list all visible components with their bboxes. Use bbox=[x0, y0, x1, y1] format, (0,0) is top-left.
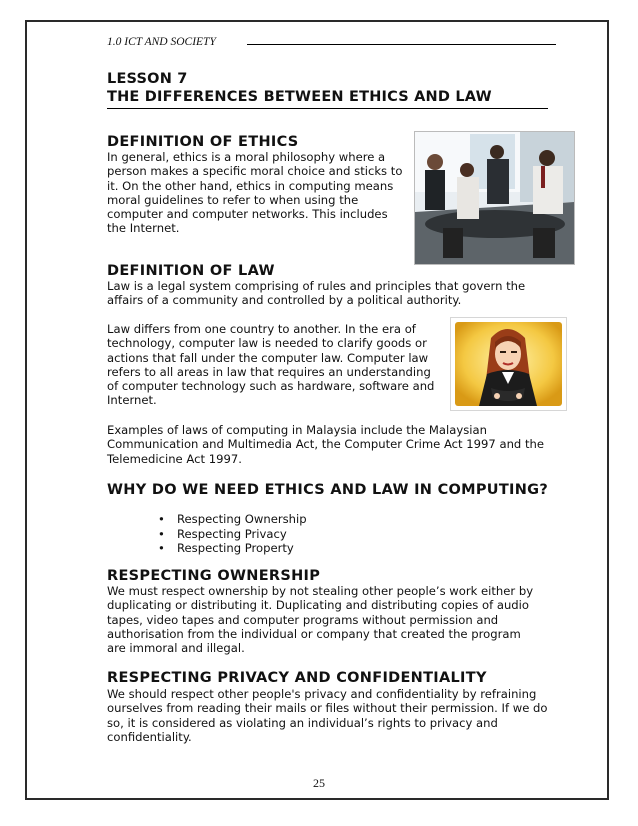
ownership-paragraph bbox=[107, 584, 533, 655]
running-header: 1.0 ICT AND SOCIETY bbox=[107, 36, 216, 48]
text-line: Examples of laws of computing in Malaysia include the Malaysian bbox=[107, 423, 487, 437]
list-item-label: Respecting Ownership bbox=[177, 512, 307, 526]
text-line: moral guidelines to refer to when using the bbox=[107, 192, 359, 207]
text-line: actions that fall under the computer law. Computer law bbox=[107, 350, 429, 365]
ethics-heading: DEFINITION OF ETHICS bbox=[107, 134, 299, 150]
lesson-title: THE DIFFERENCES BETWEEN ETHICS AND LAW bbox=[107, 89, 492, 105]
bullet-icon: • bbox=[158, 512, 165, 526]
header-rule bbox=[247, 44, 556, 45]
law-heading: DEFINITION OF LAW bbox=[107, 263, 275, 279]
text-line: it. On the other hand, ethics in computing means bbox=[107, 178, 394, 193]
ethics-paragraph bbox=[107, 150, 402, 236]
text-line: the Internet. bbox=[107, 221, 180, 236]
text-line: Internet. bbox=[107, 393, 157, 408]
text-line: confidentiality. bbox=[107, 729, 192, 744]
list-item bbox=[158, 527, 307, 542]
text-line: duplicating or distributing it. Duplicating and distributing copies of audio bbox=[107, 598, 529, 613]
lesson-number: LESSON 7 bbox=[107, 71, 188, 87]
list-item-label: Respecting Privacy bbox=[177, 526, 287, 541]
text-line: refers to all areas in law that requires an understanding bbox=[107, 364, 431, 379]
text-line: so, it is considered as violating an individual’s rights to privacy and bbox=[107, 715, 498, 730]
privacy-paragraph bbox=[107, 687, 548, 744]
text-line: We should respect other people's privacy and confidentiality by refraining bbox=[107, 687, 537, 701]
text-line: authorisation from the individual or company that created the program bbox=[107, 626, 521, 641]
text-line: Law is a legal system comprising of rules and principles that govern the bbox=[107, 279, 526, 293]
bullet-icon: • bbox=[158, 541, 165, 555]
page-number: 25 bbox=[313, 776, 325, 790]
why-heading: WHY DO WE NEED ETHICS AND LAW IN COMPUTING? bbox=[107, 482, 549, 498]
text-line: computer and computer networks. This includes bbox=[107, 207, 388, 222]
text-line: tapes, video tapes and computer programs without permission and bbox=[107, 612, 499, 627]
meeting-photo bbox=[414, 131, 575, 265]
text-line: Communication and Multimedia Act, the Computer Crime Act 1997 and the bbox=[107, 437, 544, 452]
judge-illustration bbox=[450, 317, 567, 411]
law-paragraph-1 bbox=[107, 279, 525, 308]
ownership-heading: RESPECTING OWNERSHIP bbox=[107, 568, 321, 584]
text-line: person makes a specific moral choice and sticks to bbox=[107, 164, 403, 179]
list-item-label: Respecting Property bbox=[177, 541, 294, 555]
law-paragraph-2 bbox=[107, 322, 434, 408]
text-line: In general, ethics is a moral philosophy where a bbox=[107, 150, 386, 164]
bullet-icon: • bbox=[158, 526, 165, 541]
law-paragraph-3 bbox=[107, 423, 544, 466]
text-line: We must respect ownership by not stealing other people’s work either by bbox=[107, 584, 534, 598]
list-item bbox=[158, 541, 307, 556]
text-line: of computer technology such as hardware, software and bbox=[107, 379, 435, 394]
text-line: technology, computer law is needed to clarify goods or bbox=[107, 336, 427, 351]
lesson-rule bbox=[107, 108, 548, 109]
privacy-heading: RESPECTING PRIVACY AND CONFIDENTIALITY bbox=[107, 670, 487, 686]
text-line: Law differs from one country to another. In the era of bbox=[107, 322, 416, 336]
text-line: Telemedicine Act 1997. bbox=[107, 451, 242, 466]
list-item bbox=[158, 512, 307, 527]
lesson-heading bbox=[107, 70, 492, 106]
text-line: are immoral and illegal. bbox=[107, 641, 245, 656]
reasons-list bbox=[158, 512, 307, 556]
text-line: ourselves from reading their mails or files without their permission. If we do bbox=[107, 701, 548, 716]
text-line: affairs of a community and controlled by a political authority. bbox=[107, 293, 462, 308]
